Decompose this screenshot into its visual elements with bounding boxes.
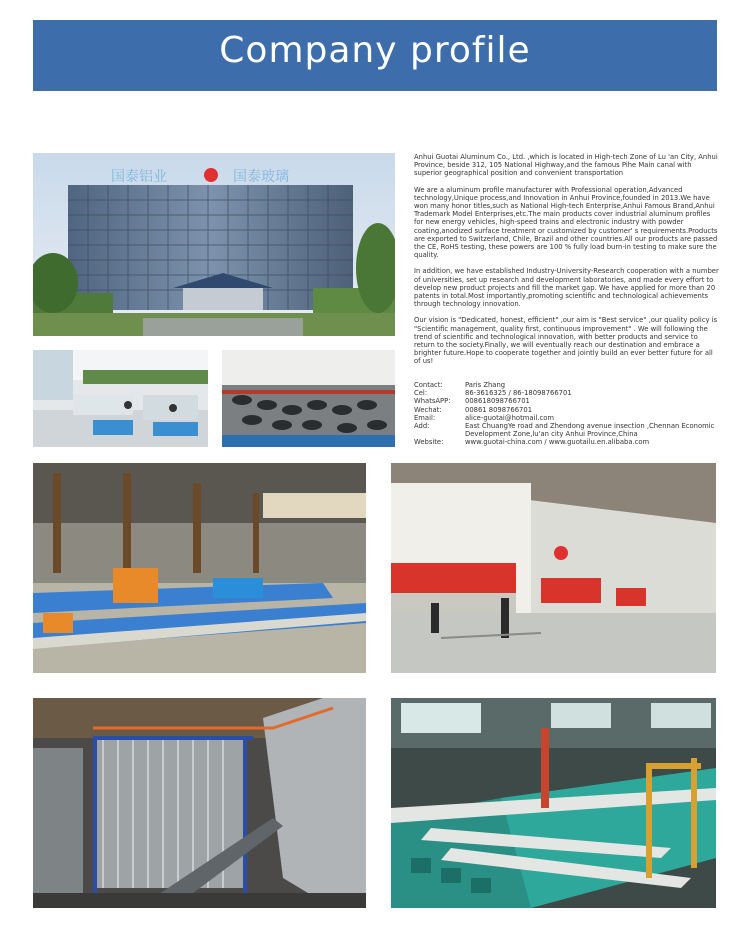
email-value: alice-guotai@hotmail.com: [465, 413, 554, 422]
sign-text-right: 国泰玻璃: [233, 169, 289, 185]
sign-text-left: 国泰铝业: [111, 169, 167, 185]
whatsapp-value: 008618098766701: [465, 397, 530, 406]
anodizing-tank-photo: [391, 698, 716, 908]
description-paragraph: We are a aluminum profile manufacturer with Professional operation,Advanced technology,Unique process,and Innovation in Anhui Province,founded in 2013.We have won many honor titles,such as National High-tech Enterprise,Anhui Famous Brand,Anhui Trademark Model Enterprises,etc.The main products cover industrial aluminum profiles for new energy vehicles, high-speed trains and electronic industry with powder coating,anodized surface treatment or customized by customer' s requirements.Products are exported to Switzerland, Chile, Brazil and other countries.All our products are passed the CE, RoHS testing, these powers are 100 % fully load burn-in testing to make sure the quality.: [414, 185, 718, 260]
contact-row: [414, 397, 719, 405]
contact-info: [414, 381, 719, 447]
website-value: www.guotai-china.com / www.guotailu.en.alibaba.com: [465, 438, 650, 447]
wechat-value: 00861 8098766701: [465, 405, 533, 414]
machine-hall-photo: [391, 463, 716, 673]
description-paragraph: Our vision is "Dedicated, honest, efficient" ,our aim is "Best service" ,our quality policy is "Scientific management, quality first, continuous improvement" . We will following the trend of scientific and technological innovation, with better products and service to return to the society.Finally, we will eventually reach our destination and embrace a brighter future.Hope to cooperate together and jointly build an ever better future for all of us!: [414, 316, 718, 366]
building-photo: [33, 153, 395, 336]
email-label: Email:: [414, 413, 436, 422]
address-label: Add:: [414, 422, 430, 431]
contact-name: Paris Zhang: [465, 381, 506, 389]
wechat-label: Wechat:: [414, 405, 442, 414]
description-paragraph: Anhui Guotai Aluminum Co., Ltd. ,which is located in High-tech Zone of Lu 'an City, Anhui Province, beside 312, 105 National Highway,and the famous Pihe Main canal with superior geographical position and convenient transportation: [414, 153, 718, 178]
contact-row: [414, 438, 719, 446]
storage-photo: [222, 350, 395, 447]
page-title: Company profile: [219, 30, 531, 71]
cel-value: 86-3616325 / 86-18098766701: [465, 389, 572, 398]
contact-row: [414, 381, 719, 389]
contact-row: [414, 414, 719, 422]
cel-label: Cel:: [414, 389, 428, 398]
contact-row: [414, 389, 719, 397]
contact-row: [414, 422, 719, 438]
contact-row: [414, 406, 719, 414]
company-description: [414, 153, 719, 374]
contact-label: Contact:: [414, 381, 443, 389]
website-label: Website:: [414, 438, 444, 447]
paint-line-photo: [33, 698, 366, 908]
title-banner: [33, 20, 717, 91]
office-photo: [33, 350, 208, 447]
description-paragraph: In addition, we have established Industry-University-Research cooperation with a number of universities, set up research and development laboratories, and made every effort to develop new product projects and fill the market gap. We have applied for more than 20 patents in total.Most importantly,promoting scientific and technological achievements through technology innovation.: [414, 267, 719, 309]
address-value: East ChuangYe road and Zhendong avenue insection ,Chennan Economic Development Zone,lu'an city Anhui Province,China: [465, 422, 715, 439]
extrusion-line-photo: [33, 463, 366, 673]
whatsapp-label: WhatsAPP:: [414, 397, 451, 406]
